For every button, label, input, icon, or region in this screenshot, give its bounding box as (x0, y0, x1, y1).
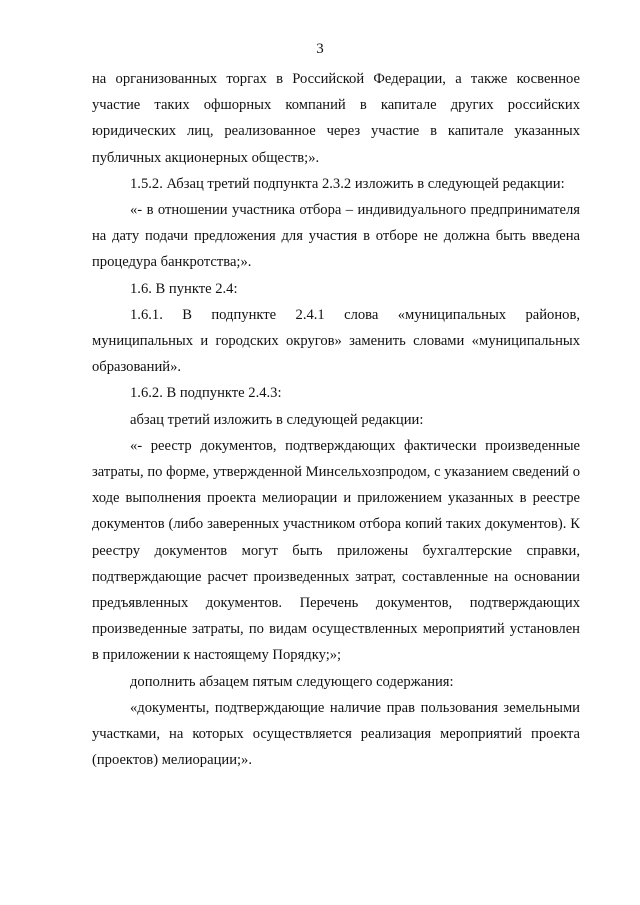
paragraph-quote-registry: «- реестр документов, подтверждающих фактически произведенные затраты, по форме, утвержденной Минсельхозпродом, с указанием сведений о ходе выполнения проекта мелиорации и приложением указанных в реестре документов (либо заверенных участником отбора копий таких документов). К реестру документов могут быть приложены бухгалтерские справки, подтверждающие расчет произведенных затрат, составленные на основании предъявленных документов. Перечень документов, подтверждающих произведенные затраты, по видам осуществленных мероприятий установлен в приложении к настоящему Порядку;»; (92, 437, 580, 664)
paragraph-quote-land: «документы, подтверждающие наличие прав пользования земельными участками, на которых осуществляется реализация мероприятий проекта (проектов) мелиорации;». (92, 699, 580, 769)
paragraph-add-fifth: дополнить абзацем пятым следующего содержания: (130, 673, 454, 690)
document-body (92, 66, 580, 773)
paragraph-1-6: 1.6. В пункте 2.4: (130, 280, 238, 297)
paragraph-continuation: на организованных торгах в Российской Федерации, а также косвенное участие таких офшорных компаний в капитале других российских юридических лиц, реализованное через участие в капитале указанных публичных акционерных обществ;». (92, 71, 580, 166)
paragraph-1-6-2: 1.6.2. В подпункте 2.4.3: (130, 385, 282, 402)
page-number: 3 (316, 41, 324, 57)
paragraph-1-6-1: 1.6.1. В подпункте 2.4.1 слова «муниципальных районов, муниципальных и городских округов» заменить словами «муниципальных образований». (92, 306, 580, 376)
paragraph-quote-bankruptcy: «- в отношении участника отбора – индивидуального предпринимателя на дату подачи предложения для участия в отборе не должна быть введена процедура банкротства;». (92, 202, 580, 271)
paragraph-1-5-2: 1.5.2. Абзац третий подпункта 2.3.2 изложить в следующей редакции: (130, 175, 565, 192)
paragraph-third-abzac: абзац третий изложить в следующей редакции: (130, 411, 424, 428)
